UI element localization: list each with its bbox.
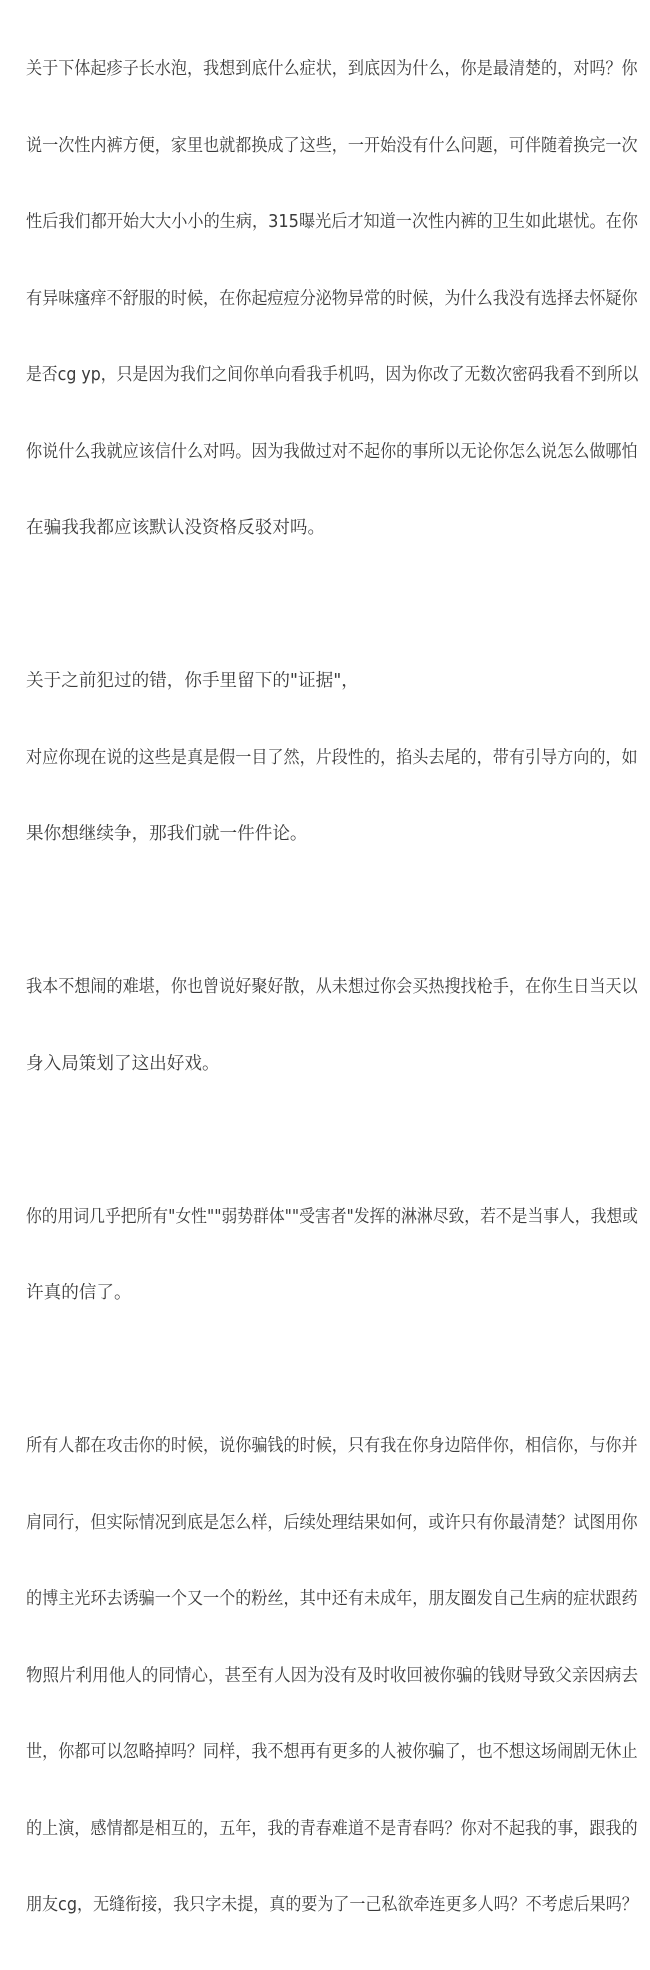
text-line: 的博主光环去诱骗一个又一个的粉丝，其中还有未成年，朋友圈发自己生病的症状跟药 bbox=[26, 1589, 638, 1609]
text-line: 肩同行，但实际情况到底是怎么样，后续处理结果如何，或许只有你最清楚？试图用你 bbox=[26, 1512, 638, 1533]
text-line: 朋友cg，无缝衔接，我只字未提，真的要为了一己私欲牵连更多人吗？不考虑后果吗？ bbox=[26, 1895, 638, 1915]
text-line: 果你想继续争，那我们就一件件论。 bbox=[26, 824, 308, 844]
text-line: 关于之前犯过的错，你手里留下的"证据"， bbox=[26, 671, 359, 691]
text-line: 性后我们都开始大大小小的生病，315曝光后才知道一次性内裤的卫生如此堪忧。在你 bbox=[26, 212, 638, 232]
text-line: 对应你现在说的这些是真是假一目了然，片段性的，掐头去尾的，带有引导方向的，如 bbox=[26, 747, 638, 768]
text-line: 在骗我我都应该默认没资格反驳对吗。 bbox=[26, 518, 326, 538]
text-line: 有异味瘙痒不舒服的时候，在你起痘痘分泌物异常的时候，为什么我没有选择去怀疑你 bbox=[26, 288, 638, 309]
text-line: 说一次性内裤方便，家里也就都换成了这些，一开始没有什么问题，可伴随着换完一次 bbox=[26, 135, 638, 156]
paragraph-hot-search bbox=[26, 924, 638, 1128]
text-line: 你说什么我就应该信什么对吗。因为我做过对不起你的事所以无论你怎么说怎么做哪怕 bbox=[26, 441, 638, 462]
paragraph-evidence bbox=[26, 618, 638, 899]
text-line: 我本不想闹的难堪，你也曾说好聚好散，从未想过你会买热搜找枪手，在你生日当天以 bbox=[26, 977, 638, 997]
text-line: 身入局策划了这出好戏。 bbox=[26, 1053, 220, 1074]
text-line: 你的用词几乎把所有"女性""弱势群体""受害者"发挥的淋淋尽致，若不是当事人，我想或 bbox=[26, 1206, 638, 1227]
text-line: 世，你都可以忽略掉吗？同样，我不想再有更多的人被你骗了，也不想这场闹剧无休止 bbox=[26, 1742, 638, 1762]
paragraph-symptoms bbox=[26, 6, 638, 593]
text-line: 许真的信了。 bbox=[26, 1283, 132, 1303]
paragraph-wording bbox=[26, 1154, 638, 1358]
paragraph-consequences bbox=[26, 1383, 638, 1970]
text-line: 关于下体起疹子长水泡，我想到底什么症状，到底因为什么，你是最清楚的，对吗？你 bbox=[26, 59, 638, 79]
text-line: 所有人都在攻击你的时候，说你骗钱的时候，只有我在你身边陪伴你，相信你，与你并 bbox=[26, 1436, 638, 1456]
text-line: 的上演，感情都是相互的，五年，我的青春难道不是青春吗？你对不起我的事，跟我的 bbox=[26, 1818, 638, 1839]
text-line: 是否cg yp，只是因为我们之间你单向看我手机吗，因为你改了无数次密码我看不到所以 bbox=[26, 365, 639, 385]
text-line: 物照片利用他人的同情心，甚至有人因为没有及时收回被你骗的钱财导致父亲因病去 bbox=[26, 1665, 638, 1686]
